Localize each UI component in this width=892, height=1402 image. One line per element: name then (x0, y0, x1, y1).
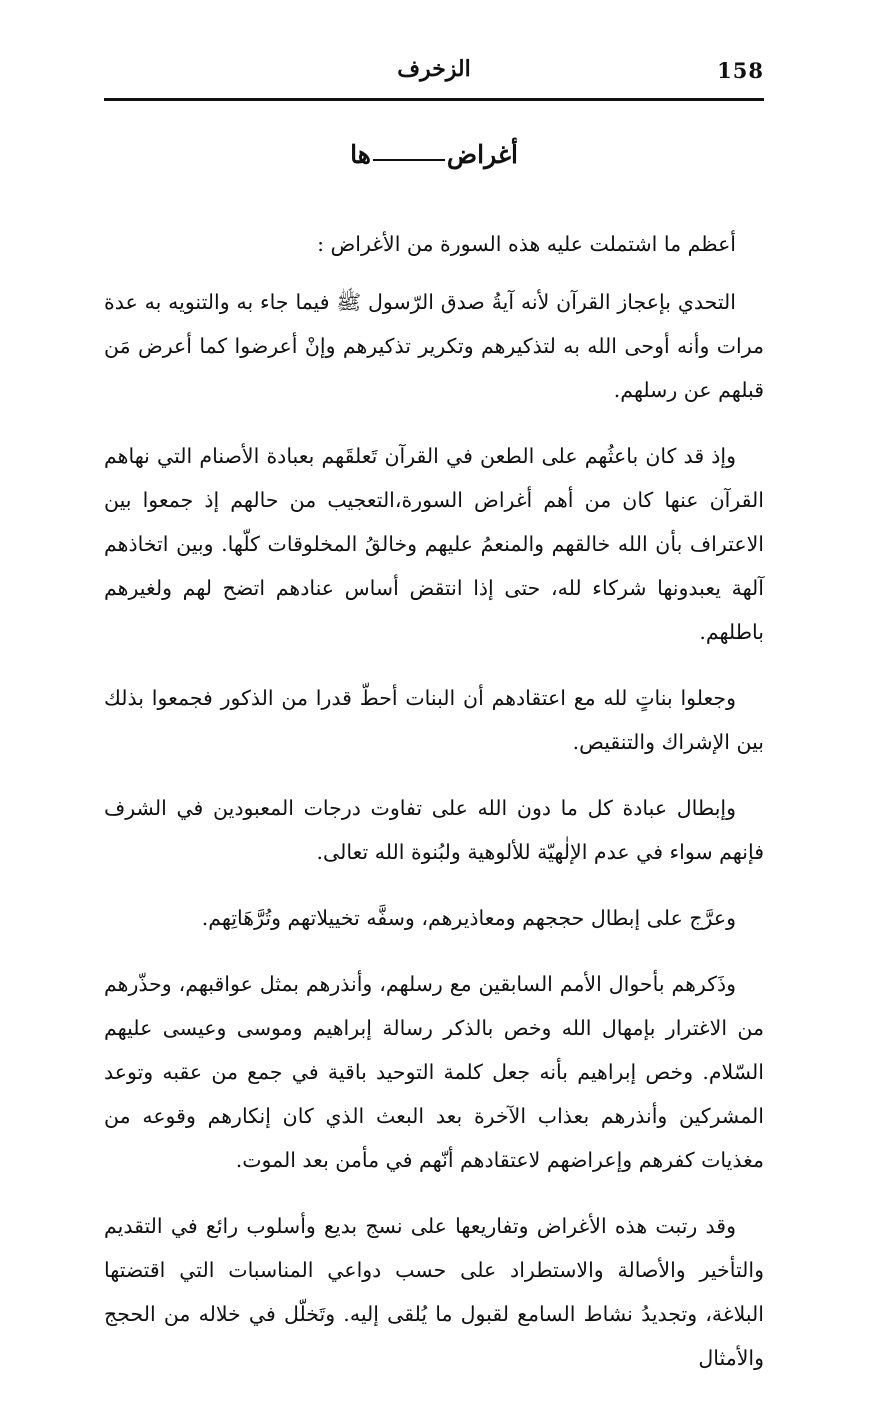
section-title-part-1: أغراض (446, 140, 518, 169)
surah-name: الزخرف (397, 56, 471, 82)
page-number: 158 (717, 58, 764, 83)
paragraph: وقد رتبت هذه الأغراض وتفاريعها على نسج بديع وأسلوب رائع في التقديم والتأخير والأصالة والاستطراد على حسب دواعي المناسبات التي اقتضتها البلاغة، وتجديدُ نشاط السامع لقبول ما يُلقى إليه. وتَخلّل في خلاله من الحجج والأمثال (104, 1214, 764, 1370)
paragraph: وعرَّج على إبطال حججهم ومعاذيرهم، وسفَّه تخييلاتهم وتُرَّهَاتِهم. (201, 906, 736, 930)
paragraph: وإبطال عبادة كل ما دون الله على تفاوت درجات المعبودين في الشرف فإنهم سواء في عدم الإلٰهيّة للألوهية ولبُنوة الله تعالى. (104, 796, 764, 864)
section-title (104, 140, 764, 169)
header-divider (104, 98, 764, 101)
body-text (104, 222, 764, 1402)
paragraph: التحدي بإعجاز القرآن لأنه آيةُ صدق الرّسول ﷺ فيما جاء به والتنويه به عدة مرات وأنه أوحى الله به لتذكيرهم وتكرير تذكيرهم وإنْ أعرضوا كما أعرض مَن قبلهم عن رسلهم. (104, 290, 764, 402)
paragraph-intro: أعظم ما اشتملت عليه هذه السورة من الأغراض : (317, 232, 736, 256)
section-title-part-2: ها (350, 140, 371, 169)
paragraph: وذَكرهم بأحوال الأمم السابقين مع رسلهم، وأنذرهم بمثل عواقبهم، وحذّرهم من الاغترار بإمهال الله وخص بالذكر رسالة إبراهيم وموسى وعيسى عليهم السّلام. وخص إبراهيم بأنه جعل كلمة التوحيد باقية في جمع من عقبه وتوعد المشركين وأنذرهم بعذاب الآخرة بعد البعث الذي كان إنكارهم وقوعه من مغذيات كفرهم وإعراضهم لاعتقادهم أنّهم في مأمن بعد الموت. (104, 972, 764, 1172)
paragraph: وإذ قد كان باعثُهم على الطعن في القرآن تَعلقَهم بعبادة الأصنام التي نهاهم القرآن عنها كان من أهم أغراض السورة،التعجيب من حالهم إذ جمعوا بين الاعتراف بأن الله خالقهم والمنعمُ عليهم وخالقُ المخلوقات كلّها. وبين اتخاذهم آلهة يعبدونها شركاء لله، حتى إذا انتقض أساس عنادهم اتضح لهم ولغيرهم باطلهم. (104, 444, 764, 644)
running-header (104, 52, 764, 96)
paragraph: وجعلوا بناتٍ لله مع اعتقادهم أن البنات أحطّ قدرا من الذكور فجمعوا بذلك بين الإشراك والتنقيص. (104, 686, 764, 754)
title-kashida-line (373, 159, 445, 161)
